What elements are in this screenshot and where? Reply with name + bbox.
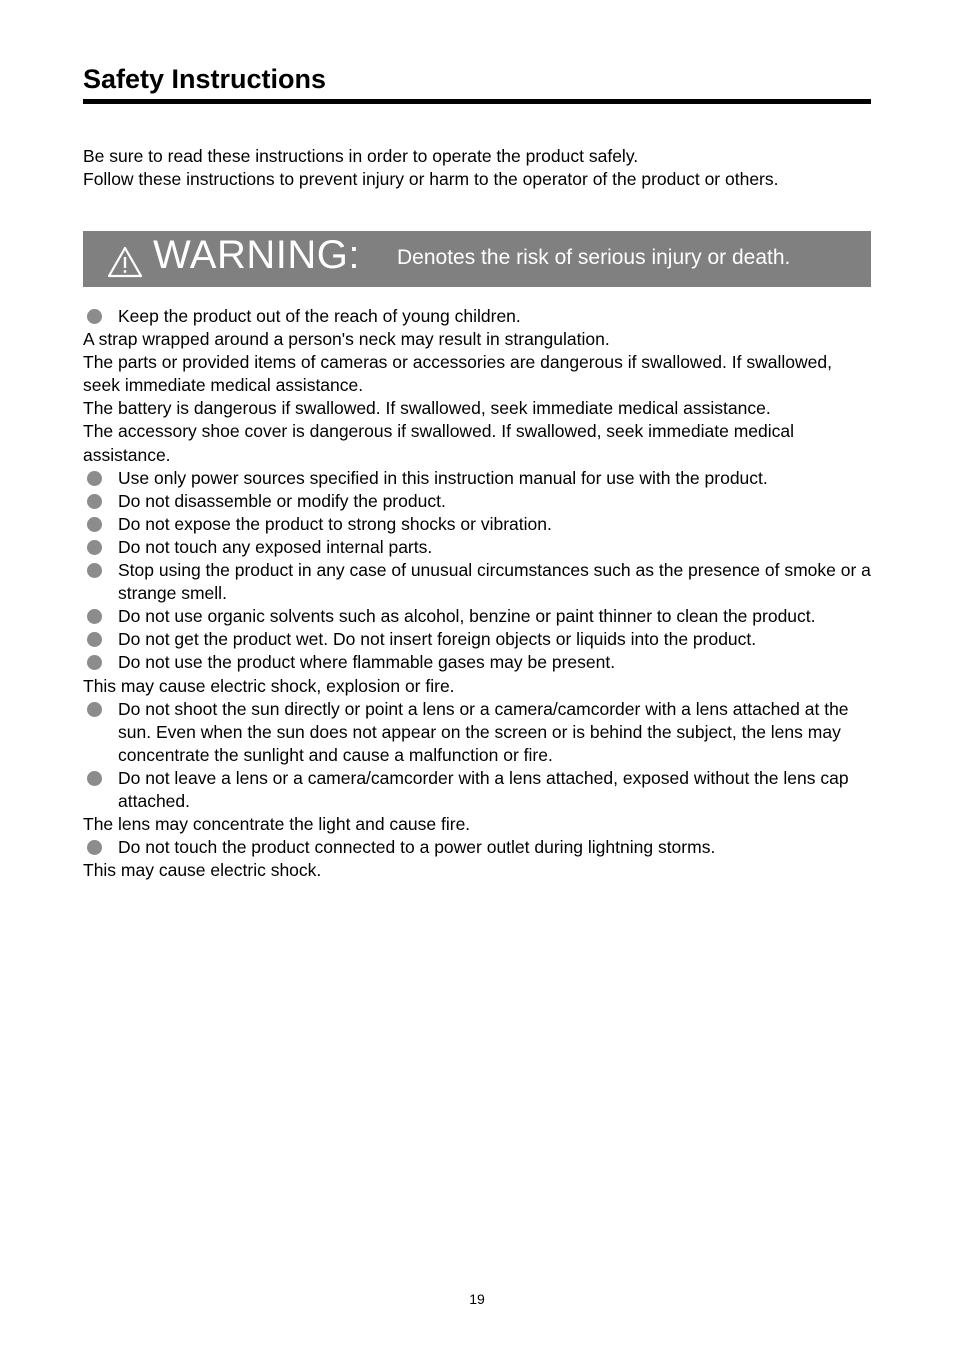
bullet-text: Do not shoot the sun directly or point a lens or a camera/camcorder with a lens attached at the sun. Even when the sun does not appear on the screen or is behind the subject, the lens may concentrate the sunlight and cause a malfunction or fire. <box>118 698 849 765</box>
bullet-text: Do not touch the product connected to a power outlet during lightning storms. <box>118 837 716 858</box>
bullet-item <box>83 467 873 490</box>
bullet-item <box>83 605 873 628</box>
bullet-text: Do not leave a lens or a camera/camcorder with a lens attached, exposed without the lens cap attached. <box>118 767 849 811</box>
explanation-text: The lens may concentrate the light and cause fire. <box>83 814 471 835</box>
bullet-item <box>83 536 873 559</box>
bullet-text: Do not use organic solvents such as alcohol, benzine or paint thinner to clean the product. <box>118 606 816 627</box>
explanation-text: A strap wrapped around a person's neck may result in strangulation. <box>83 329 610 350</box>
bullet-text: Do not disassemble or modify the product. <box>118 490 446 511</box>
bullet-dot-icon <box>87 309 102 324</box>
bullet-dot-icon <box>87 517 102 532</box>
bullet-text: Do not touch any exposed internal parts. <box>118 536 433 557</box>
bullet-dot-icon <box>87 494 102 509</box>
bullet-dot-icon <box>87 632 102 647</box>
bullet-text: Do not expose the product to strong shocks or vibration. <box>118 513 552 534</box>
bullet-dot-icon <box>87 471 102 486</box>
bullet-text: Use only power sources specified in this instruction manual for use with the product. <box>118 467 768 488</box>
explanation-text: This may cause electric shock, explosion or fire. <box>83 675 455 696</box>
bullet-dot-icon <box>87 840 102 855</box>
page-title: Safety Instructions <box>83 64 327 94</box>
bullet-dot-icon <box>87 540 102 555</box>
bullet-dot-icon <box>87 655 102 670</box>
bullet-item <box>83 305 873 328</box>
bullet-item <box>83 513 873 536</box>
bullet-text: Keep the product out of the reach of young children. <box>118 306 521 326</box>
bullet-dot-icon <box>87 609 102 624</box>
warning-banner <box>83 231 871 287</box>
bullet-text: Do not get the product wet. Do not insert foreign objects or liquids into the product. <box>118 629 757 650</box>
explanation-text: The parts or provided items of cameras or accessories are dangerous if swallowed. If swallowed, seek immediate medical assistance. <box>83 352 832 396</box>
bullet-dot-icon <box>87 702 102 717</box>
bullet-text: Stop using the product in any case of unusual circumstances such as the presence of smoke or a strange smell. <box>118 560 871 604</box>
bullet-item <box>83 490 873 513</box>
bullet-item <box>83 651 873 674</box>
page-number: 19 <box>469 1291 485 1307</box>
intro-line: Be sure to read these instructions in order to operate the product safely. <box>83 146 639 166</box>
bullet-dot-icon <box>87 771 102 786</box>
bullet-item <box>83 698 873 767</box>
bullet-text: Do not use the product where flammable gases may be present. <box>118 652 616 673</box>
warning-description: Denotes the risk of serious injury or death. <box>397 246 791 269</box>
bullet-item <box>83 628 873 651</box>
intro-text <box>83 145 883 191</box>
bullet-dot-icon <box>87 563 102 578</box>
explanation-text: The battery is dangerous if swallowed. If swallowed, seek immediate medical assistance. <box>83 398 771 419</box>
intro-line: Follow these instructions to prevent injury or harm to the operator of the product or others. <box>83 169 779 189</box>
warning-triangle-icon <box>107 246 143 278</box>
bullet-item <box>83 767 873 813</box>
explanation-text: This may cause electric shock. <box>83 860 322 881</box>
explanation-text: The accessory shoe cover is dangerous if swallowed. If swallowed, seek immediate medical assistance. <box>83 421 795 465</box>
warning-label: WARNING: <box>153 233 360 277</box>
bullet-item <box>83 559 873 605</box>
safety-items-list <box>83 305 873 882</box>
bullet-item <box>83 836 873 859</box>
title-rule <box>83 99 871 104</box>
